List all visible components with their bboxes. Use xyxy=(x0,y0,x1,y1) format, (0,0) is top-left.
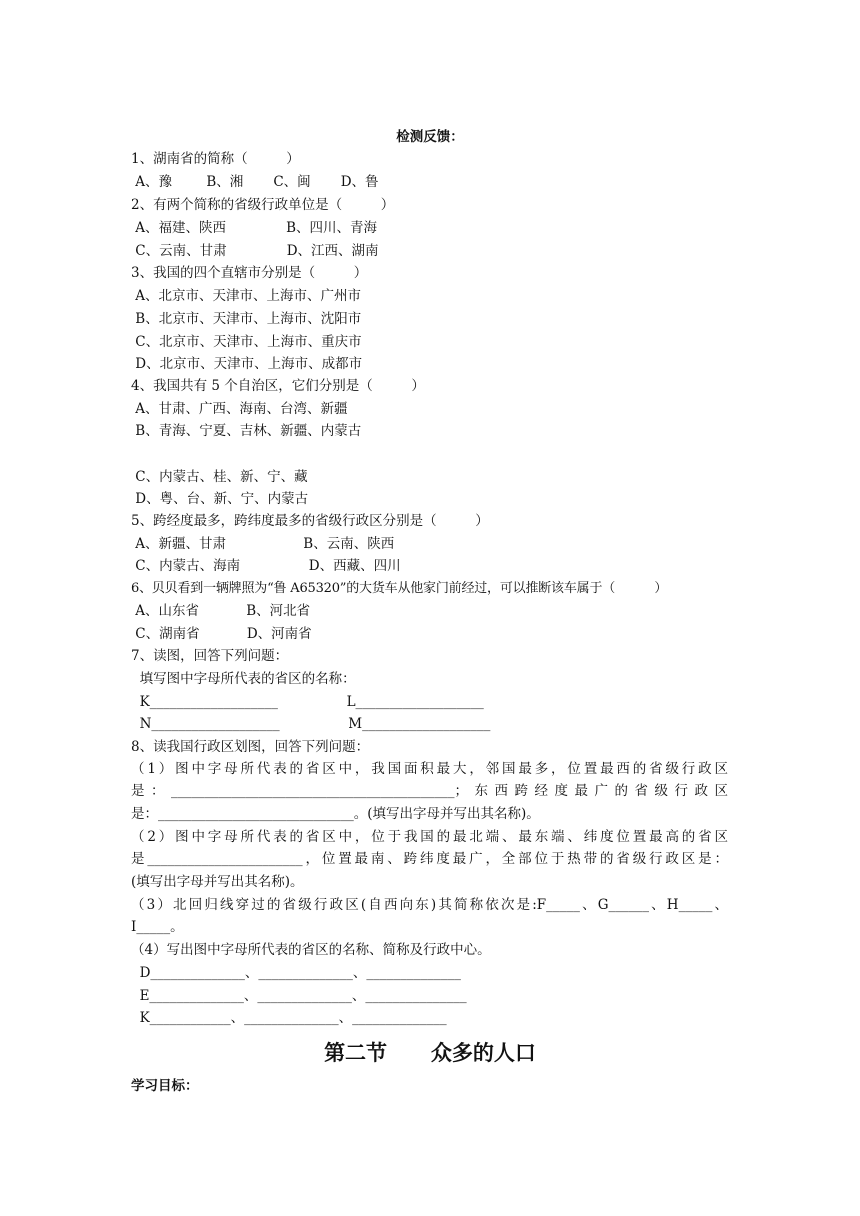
question-4-option-c: C、内蒙古、桂、新、宁、藏 xyxy=(131,469,308,485)
question-4-option-d: D、粤、台、新、宁、内蒙古 xyxy=(131,491,309,507)
question-8-part-1-line-3: 是：_____________________________。(填写出字母并写出其名称)。 xyxy=(131,806,540,822)
question-3-option-d: D、北京市、天津市、上海市、成都市 xyxy=(131,356,363,372)
question-5: 5、跨经度最多，跨纬度最多的省级行政区分别是（ ） xyxy=(131,513,489,529)
question-5-options-cd: C、内蒙古、海南 D、西藏、四川 xyxy=(131,558,401,574)
question-1-options: A、豫 B、湘 C、闽 D、鲁 xyxy=(131,174,379,190)
question-7-blanks-k-l: K___________________ L___________________ xyxy=(131,694,484,710)
question-4: 4、我国共有 5 个自治区，它们分别是（ ） xyxy=(131,378,425,394)
question-3-option-c: C、北京市、天津市、上海市、重庆市 xyxy=(131,334,362,350)
question-8-part-3-line-2: I_____。 xyxy=(131,919,184,935)
question-8: 8、读我国行政区划图，回答下列问题： xyxy=(131,739,370,755)
question-8-part-4: （4）写出图中字母所代表的省区的名称、简称及行政中心。 xyxy=(131,942,491,958)
question-7-blanks-n-m: N___________________ M___________________ xyxy=(131,716,491,732)
question-1: 1、湖南省的简称（ ） xyxy=(131,151,300,167)
question-8-part-1: （1）图中字母所代表的省区中，我国面积最大，邻国最多，位置最西的省级行政区 xyxy=(131,761,728,777)
question-5-options-ab: A、新疆、甘肃 B、云南、陕西 xyxy=(131,536,395,552)
question-7-instruction: 填写图中字母所代表的省区的名称： xyxy=(131,671,356,687)
question-2-options-ab: A、福建、陕西 B、四川、青海 xyxy=(131,220,378,236)
question-2: 2、有两个简称的省级行政单位是（ ） xyxy=(131,197,395,213)
question-3: 3、我国的四个直辖市分别是（ ） xyxy=(131,265,368,281)
question-8-part-1-line-2: 是：__________________________________________；东西跨经度最广的省级行政区 xyxy=(131,783,728,799)
chapter-section-title: 第二节 众多的人口 xyxy=(324,1041,536,1065)
question-4-option-b: B、青海、宁夏、吉林、新疆、内蒙古 xyxy=(131,423,362,439)
section-heading: 检测反馈： xyxy=(396,129,464,145)
question-3-option-a: A、北京市、天津市、上海市、广州市 xyxy=(131,288,362,304)
question-8-blanks-k: K____________、______________、______________ xyxy=(131,1010,447,1026)
question-6-options-cd: C、湖南省 D、河南省 xyxy=(131,626,312,642)
question-8-part-2: （2）图中字母所代表的省区中，位于我国的最北端、最东端、纬度位置最高的省区 xyxy=(131,829,728,845)
question-4-option-a: A、甘肃、广西、海南、台湾、新疆 xyxy=(131,401,348,417)
question-6: 6、贝贝看到一辆牌照为“鲁 A65320”的大货车从他家门前经过，可以推断该车属于（ ） xyxy=(131,581,668,596)
question-7: 7、读图，回答下列问题： xyxy=(131,648,289,664)
learning-objectives-heading: 学习目标： xyxy=(131,1078,199,1094)
question-8-blanks-e: E______________、______________、_______________ xyxy=(131,988,467,1004)
question-3-option-b: B、北京市、天津市、上海市、沈阳市 xyxy=(131,311,362,327)
question-8-blanks-d: D______________、______________、______________ xyxy=(131,965,461,981)
question-8-part-3: （3）北回归线穿过的省级行政区(自西向东)其简称依次是:F_____、G______、H_____、 xyxy=(131,897,728,913)
question-2-options-cd: C、云南、甘肃 D、江西、湖南 xyxy=(131,243,379,259)
question-8-part-2-line-3: (填写出字母并写出其名称)。 xyxy=(131,874,304,890)
question-6-options-ab: A、山东省 B、河北省 xyxy=(131,603,311,619)
question-8-part-2-line-2: 是_______________________，位置最南、跨纬度最广，全部位于热带的省级行政区是： xyxy=(131,851,728,867)
